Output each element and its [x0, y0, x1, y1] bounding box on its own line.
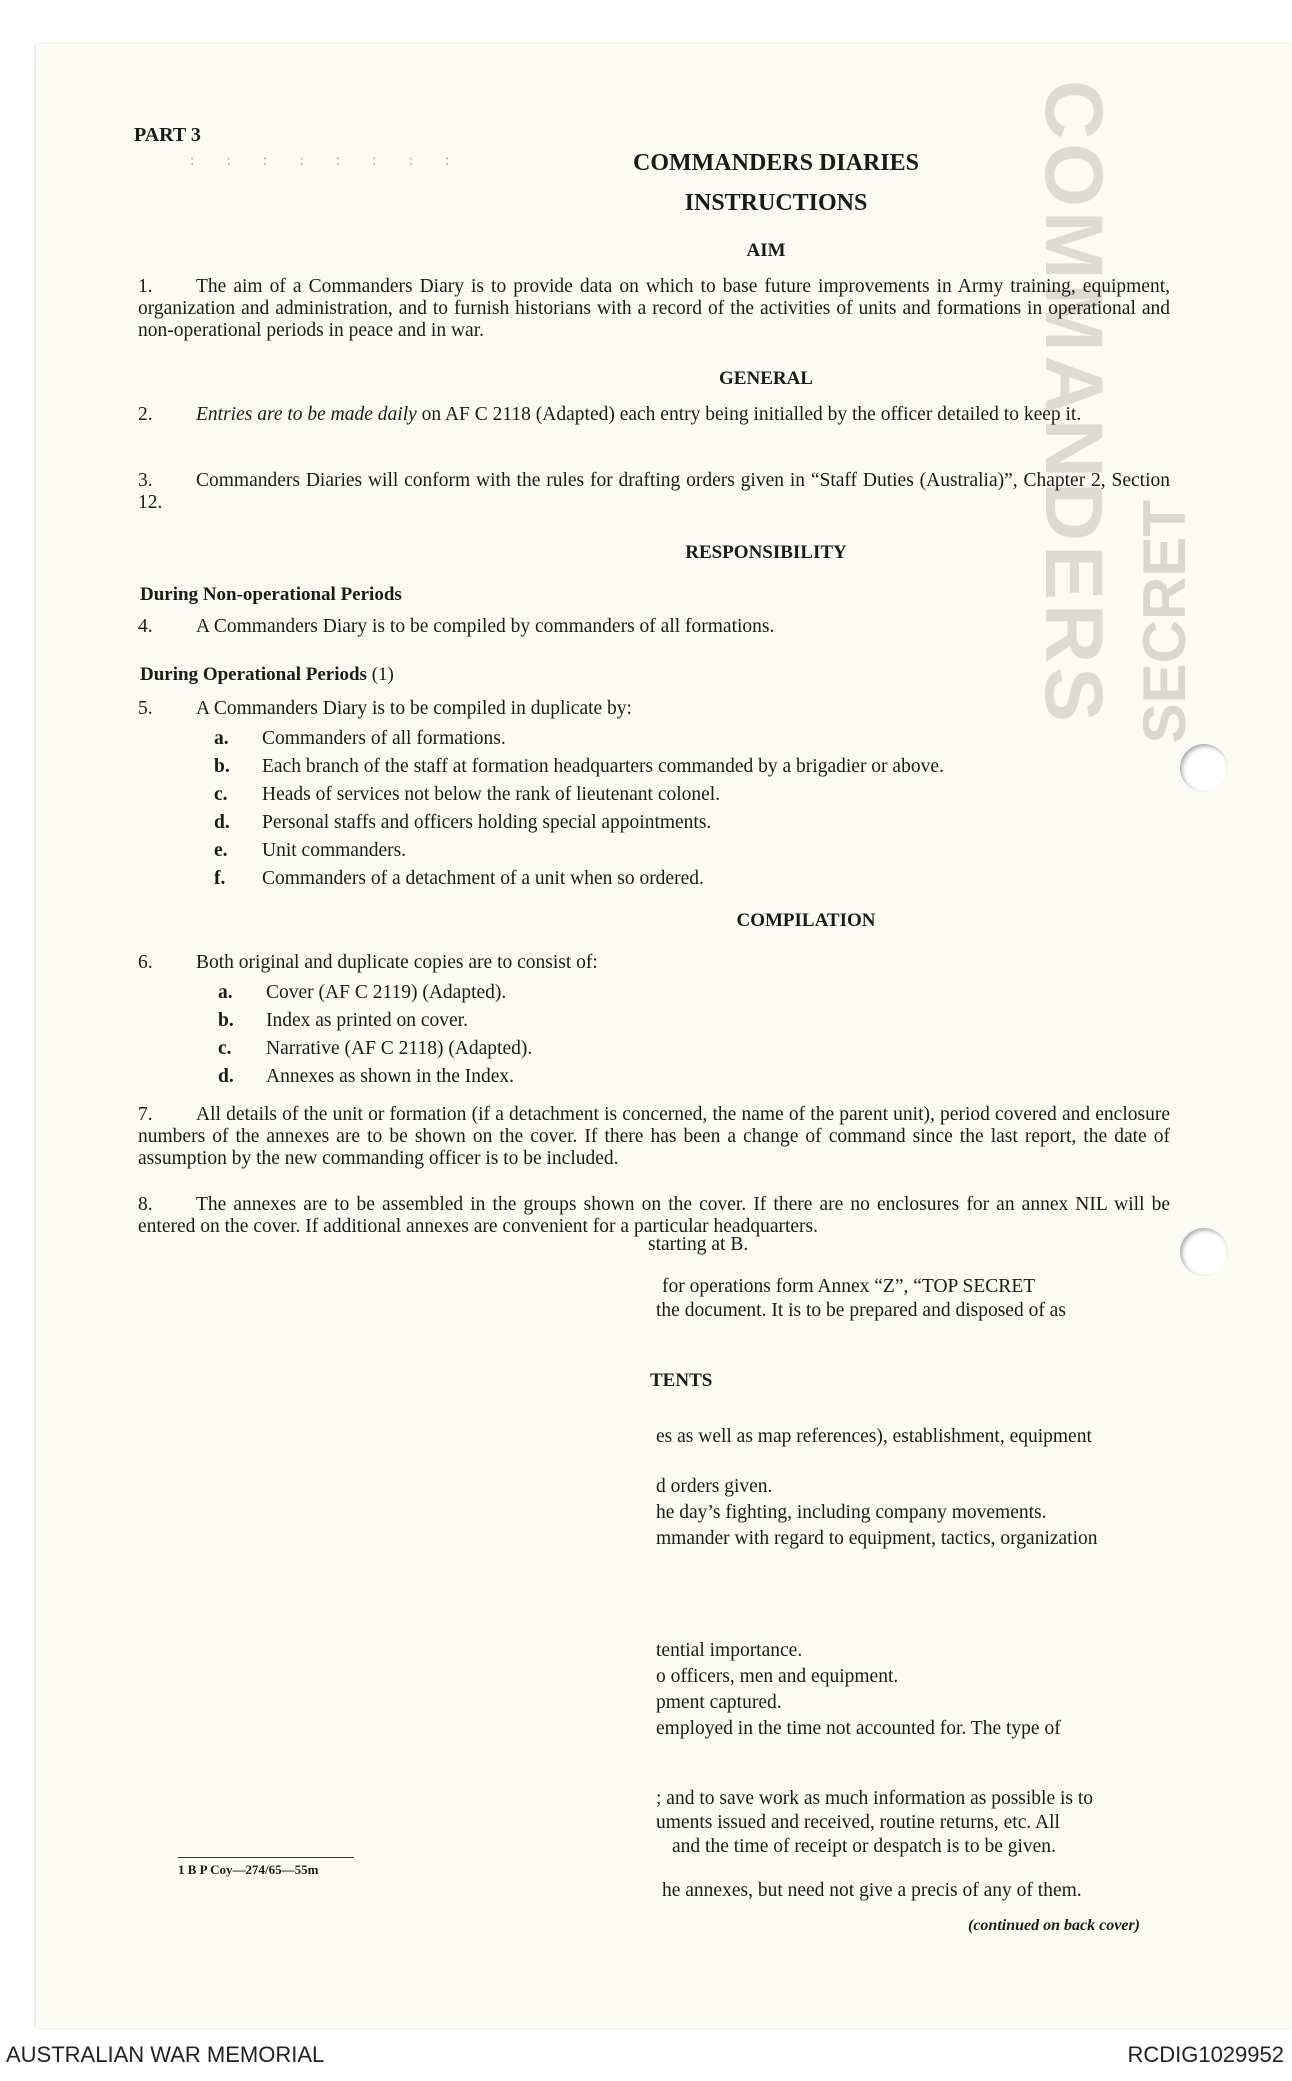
punch-hole	[1180, 744, 1228, 792]
paragraph-text: The aim of a Commanders Diary is to provide data on which to base future improvements in Army training, equipment, organization and administration, and to furnish historians with a record of the activities of units and formations in operational and non-operational periods in peace and in war.	[138, 276, 1170, 341]
list-item: d. Personal staffs and officers holding special appointments.	[214, 812, 712, 833]
list-item: d. Annexes as shown in the Index.	[218, 1066, 515, 1087]
text-fragment: o officers, men and equipment.	[656, 1666, 899, 1687]
printer-code: 1 B P Coy—274/65—55m	[178, 1862, 319, 1877]
paragraph-7	[138, 1104, 1170, 1170]
list-item: e. Unit commanders.	[214, 840, 407, 861]
paragraph-emphasis: Entries are to be made daily	[196, 404, 417, 425]
section-aim: AIM	[746, 240, 786, 261]
paragraph-text: A Commanders Diary is to be compiled in duplicate by:	[196, 698, 632, 719]
paragraph-number: 1.	[138, 276, 153, 297]
paragraph-number: 6.	[138, 952, 153, 973]
paragraph-text: A Commanders Diary is to be compiled by commanders of all formations.	[196, 616, 775, 637]
footer-record-id: RCDIG1029952	[1127, 2042, 1284, 2067]
overlapping-blank-sheet	[140, 1250, 640, 1850]
punch-hole	[1180, 1228, 1228, 1276]
page-subtitle: INSTRUCTIONS	[684, 190, 868, 216]
printer-rule	[178, 1857, 354, 1858]
continued-note: (continued on back cover)	[968, 1917, 1140, 1934]
list-item: c. Narrative (AF C 2118) (Adapted).	[218, 1038, 533, 1059]
bleed-through-text: COMMANDERS	[1028, 80, 1119, 726]
text-fragment: the document. It is to be prepared and disposed of as	[656, 1300, 1066, 1321]
paragraph-2	[138, 404, 1170, 426]
list-item: a. Commanders of all formations.	[214, 728, 506, 749]
bleed-through-secret: SECRET	[1131, 500, 1198, 744]
paragraph-number: 3.	[138, 470, 153, 491]
paragraph-5	[138, 698, 1170, 720]
paragraph-number: 7.	[138, 1104, 153, 1125]
paragraph-4	[138, 616, 1170, 638]
paragraph-number: 2.	[138, 404, 153, 425]
paragraph-number: 4.	[138, 616, 153, 637]
text-fragment: tential importance.	[656, 1640, 803, 1661]
text-fragment: he day’s fighting, including company movements.	[656, 1502, 1047, 1523]
subheading-text: During Operational Periods	[140, 664, 367, 685]
page-title: COMMANDERS DIARIES	[632, 150, 920, 176]
paragraph-text: The annexes are to be assembled in the groups shown on the cover. If there are no enclosures for an annex NIL will be entered on the cover. If additional annexes are convenient for a particular headquarters.	[138, 1194, 1170, 1237]
part-label: PART 3	[134, 124, 201, 146]
list-item: b. Index as printed on cover.	[218, 1010, 468, 1031]
text-fragment: es as well as map references), establishment, equipment	[656, 1426, 1092, 1447]
paragraph-1	[138, 276, 1170, 342]
paragraph-number: 5.	[138, 698, 153, 719]
paragraph-text: Both original and duplicate copies are to consist of:	[196, 952, 598, 973]
text-fragment: for operations form Annex “Z”, “TOP SECRET	[662, 1276, 1036, 1297]
list-item: a. Cover (AF C 2119) (Adapted).	[218, 982, 507, 1003]
text-fragment: pment captured.	[656, 1692, 782, 1713]
text-fragment: and the time of receipt or despatch is to be given.	[672, 1836, 1056, 1857]
paragraph-3	[138, 470, 1170, 514]
section-general: GENERAL	[719, 368, 813, 389]
text-fragment: mmander with regard to equipment, tactics, organization	[656, 1528, 1098, 1549]
text-fragment: uments issued and received, routine returns, etc. All	[656, 1812, 1060, 1833]
text-fragment: starting at B.	[648, 1234, 749, 1255]
subheading-operational	[140, 664, 394, 686]
list-item: f. Commanders of a detachment of a unit when so ordered.	[214, 868, 704, 889]
section-contents-partial: TENTS	[650, 1370, 713, 1391]
text-fragment: d orders given.	[656, 1476, 773, 1497]
text-fragment: employed in the time not accounted for. The type of	[656, 1718, 1061, 1739]
list-item: b. Each branch of the staff at formation headquarters commanded by a brigadier or above.	[214, 756, 944, 777]
text-fragment: ; and to save work as much information as possible is to	[656, 1788, 1094, 1809]
paragraph-number: 8.	[138, 1194, 153, 1215]
section-compilation: COMPILATION	[736, 910, 876, 931]
footnote-ref: (1)	[371, 664, 394, 685]
section-responsibility: RESPONSIBILITY	[685, 542, 847, 563]
footer-institution: AUSTRALIAN WAR MEMORIAL	[6, 2042, 325, 2067]
subheading-non-operational: During Non-operational Periods	[140, 584, 402, 605]
paragraph-8	[138, 1194, 1170, 1238]
paragraph-6	[138, 952, 1170, 974]
list-item: c. Heads of services not below the rank of lieutenant colonel.	[214, 784, 721, 805]
perforation-dots: : : : : : : : :	[190, 152, 464, 169]
paragraph-text: on AF C 2118 (Adapted) each entry being initialled by the officer detailed to keep it.	[416, 404, 1082, 425]
text-fragment: he annexes, but need not give a precis of any of them.	[662, 1880, 1082, 1901]
paragraph-text: All details of the unit or formation (if a detachment is concerned, the name of the parent unit), period covered and enclosure numbers of the annexes are to be shown on the cover. If there has been a change of command since the last report, the date of assumption by the new commanding officer is to be included.	[138, 1104, 1170, 1169]
paragraph-text: Commanders Diaries will conform with the rules for drafting orders given in “Staff Duties (Australia)”, Chapter 2, Section 12.	[138, 470, 1170, 513]
